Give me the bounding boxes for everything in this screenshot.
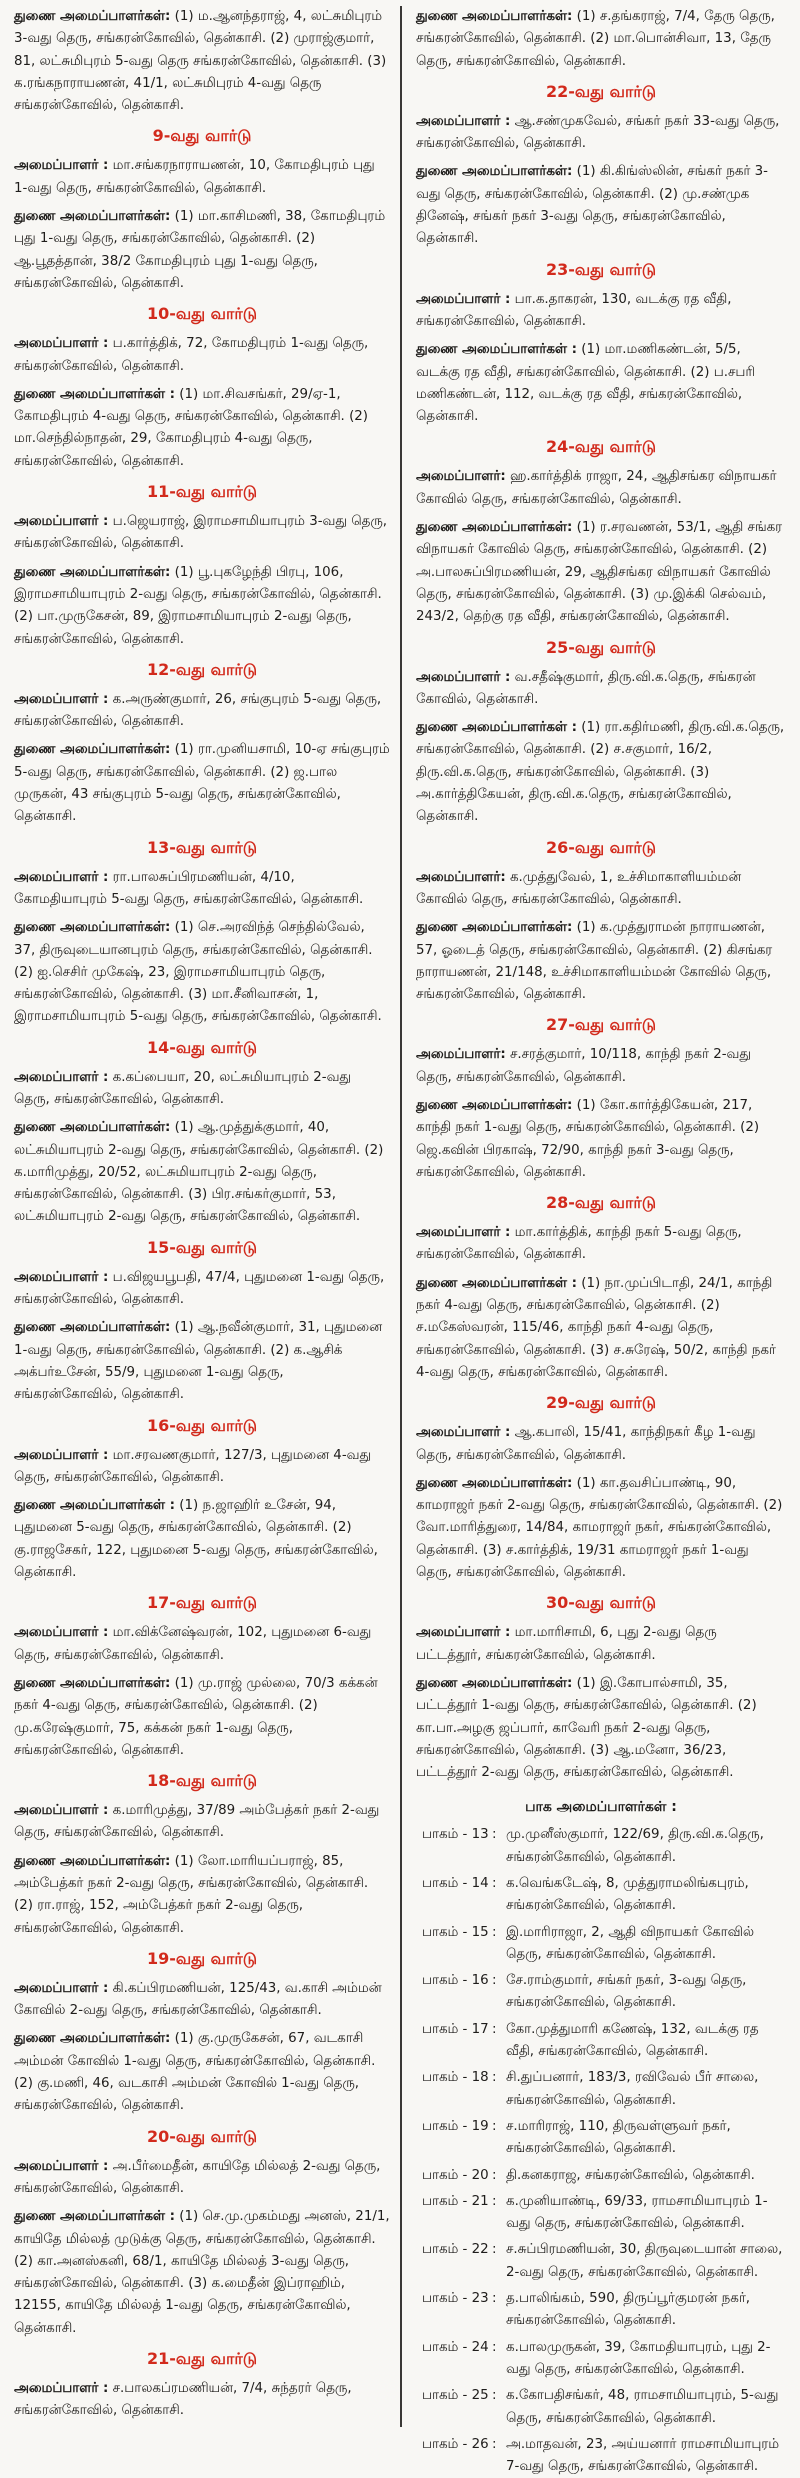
member-entry	[416, 517, 786, 628]
role-label: துணை அமைப்பாளர்கள்:	[14, 1853, 171, 1869]
role-label: அமைப்பாளர் :	[14, 869, 109, 885]
member-entry	[14, 689, 390, 734]
member-entry	[416, 1273, 786, 1384]
bagam-row	[416, 2191, 786, 2236]
ward-heading: 26-வது வார்டு	[546, 837, 656, 857]
ward-heading: 30-வது வார்டு	[546, 1593, 656, 1613]
role-label: அமைப்பாளர் :	[416, 113, 511, 129]
member-entry	[14, 384, 390, 473]
role-label: அமைப்பாளர் :	[416, 1425, 511, 1441]
ward-heading: 12-வது வார்டு	[147, 659, 257, 679]
member-entry	[14, 2028, 390, 2117]
member-details: (1) இ.கோபால்சாமி, 35, பட்டத்தூர் 1-வது தெரு, சங்கரன்கோவில், தென்காசி. (2) கா.பா.அழகு ஜப்பார், காவேரி நகர் 2-வது தெரு, சங்கரன்கோவில், தென்காசி. (3) ஆ.மனோ, 36/23, பட்டத்தூர் 2-வது தெரு, சங்கரன்கோவில், தென்காசி.	[416, 1675, 757, 1781]
bagam-separator: :	[492, 2339, 497, 2355]
bagam-details: த.பாலிங்கம், 590, திருப்பூர்குமரன் நகர், சங்கரன்கோவில், தென்காசி.	[506, 2291, 751, 2329]
member-details: க.மாரிமுத்து, 37/89 அம்பேத்கர் நகர் 2-வது தெரு, சங்கரன்கோவில், தென்காசி.	[14, 1803, 380, 1841]
role-label: துணை அமைப்பாளர்கள்:	[416, 920, 573, 936]
ward-heading: 25-வது வார்டு	[546, 637, 656, 657]
bagam-separator: :	[492, 2436, 497, 2452]
role-label: அமைப்பாளர் :	[416, 669, 511, 685]
member-entry	[416, 1473, 786, 1584]
role-label: அமைப்பாளர் :	[14, 1803, 109, 1819]
role-label: துணை அமைப்பாளர்கள்:	[416, 9, 573, 24]
member-entry	[416, 1095, 786, 1184]
bagam-number: பாகம் - 17	[422, 2021, 489, 2037]
role-label: அமைப்பாளர் :	[416, 1625, 511, 1641]
member-entry	[14, 6, 390, 117]
bagam-number: பாகம் - 23	[422, 2291, 489, 2307]
bagam-details: சே.ராம்குமார், சங்கர் நகர், 3-வது தெரு, சங்கரன்கோவில், தென்காசி.	[506, 1973, 747, 2011]
bagam-separator: :	[492, 2021, 497, 2037]
member-details: ரா.பாலசுப்பிரமணியன், 4/10, கோமதியாபுரம் 5-வது தெரு, சங்கரன்கோவில், தென்காசி.	[14, 869, 364, 907]
member-details: மா.சங்கரநாராயணன், 10, கோமதிபுரம் புது 1-வது தெரு, சங்கரன்கோவில், தென்காசி.	[14, 158, 375, 196]
bagam-separator: :	[492, 2388, 497, 2404]
bagam-row	[416, 1970, 786, 2015]
role-label: அமைப்பாளர் :	[416, 291, 511, 307]
bagam-number: பாகம் - 18	[422, 2070, 489, 2086]
bagam-section-title: பாக அமைப்பாளர்கள் :	[525, 1799, 677, 1816]
member-details: கி.கப்பிரமணியன், 125/43, வ.காசி அம்மன் கோவில் 2-வது தெரு, சங்கரன்கோவில், தென்காசி.	[14, 1980, 382, 2019]
member-details: (1) லோ.மாரியப்பராஜ், 85, அம்பேத்கர் நகர் 2-வது தெரு, சங்கரன்கோவில், தென்காசி. (2) ரா.ராஜ், 152, அம்பேத்கர் நகர் 2-வது தெரு, சங்கரன்கோவில், தென்காசி.	[14, 1853, 369, 1936]
bagam-row	[416, 2165, 786, 2187]
member-entry	[416, 867, 786, 912]
member-entry	[14, 1673, 390, 1762]
ward-heading: 17-வது வார்டு	[147, 1593, 257, 1613]
role-label: அமைப்பாளர் :	[14, 2158, 109, 2174]
member-details: (1) கு.முருகேசன், 67, வடகாசி அம்மன் கோவில் 1-வது தெரு, சங்கரன்கோவில், தென்காசி. (2) கு.மணி, 46, வடகாசி அம்மன் கோவில் 1-வது தெரு, சங்கரன்கோவில், தென்காசி.	[14, 2031, 376, 2114]
role-label: துணை அமைப்பாளர்கள்:	[14, 2031, 171, 2047]
bagam-separator: :	[492, 2242, 497, 2258]
right-column	[402, 6, 786, 2475]
role-label: துணை அமைப்பாளர்கள்:	[416, 520, 573, 536]
ward-heading: 21-வது வார்டு	[147, 2349, 257, 2369]
role-label: துணை அமைப்பாளர்கள் :	[416, 342, 577, 358]
member-details: ப.ஜெயராஜ், இராமசாமியாபுரம் 3-வது தெரு, சங்கரன்கோவில், தென்காசி.	[14, 514, 388, 552]
ward-heading: 24-வது வார்டு	[546, 437, 656, 457]
member-entry	[14, 562, 390, 651]
member-details: ஹ.கார்த்திக் ராஜா, 24, ஆதிசங்கர விநாயகர் கோவில் தெரு, சங்கரன்கோவில், தென்காசி.	[416, 469, 777, 507]
role-label: துணை அமைப்பாளர்கள்:	[14, 920, 171, 936]
member-entry	[416, 1222, 786, 1267]
bagam-number: பாகம் - 16	[422, 1973, 489, 1989]
role-label: துணை அமைப்பாளர்கள் :	[14, 386, 175, 402]
role-label: துணை அமைப்பாளர்கள்:	[416, 164, 573, 180]
bagam-details: அ.மாதவன், 23, அய்யனார் ராமசாமியாபுரம் 7-வது தெரு, சங்கரன்கோவில், தென்காசி.	[506, 2436, 779, 2475]
ward-heading: 15-வது வார்டு	[147, 1237, 257, 1257]
bagam-row	[416, 1873, 786, 1918]
role-label: துணை அமைப்பாளர்கள்:	[416, 1097, 573, 1113]
role-label: துணை அமைப்பாளர்கள்:	[14, 209, 171, 225]
member-details: (1) ஆ.முத்துக்குமார், 40, லட்சுமியாபுரம் 2-வது தெரு, சங்கரன்கோவில், தென்காசி. (2) க.மாரிமுத்து, 20/52, லட்சுமியாபுரம் 2-வது தெரு, சங்கரன்கோவில், தென்காசி. (3) பிர.சங்கர்குமார், 53, லட்சுமியாபுரம் 2-வது தெரு, சங்கரன்கோவில், தென்காசி.	[14, 1120, 384, 1225]
role-label: துணை அமைப்பாளர்கள்:	[14, 9, 171, 24]
role-label: துணை அமைப்பாளர்கள்:	[14, 1675, 171, 1691]
ward-heading: 28-வது வார்டு	[546, 1193, 656, 1213]
role-label: துணை அமைப்பாளர்கள்:	[416, 1475, 573, 1491]
member-entry	[416, 667, 786, 712]
member-details: க.கப்பையா, 20, லட்சுமியாபுரம் 2-வது தெரு, சங்கரன்கோவில், தென்காசி.	[14, 1069, 352, 1107]
role-label: துணை அமைப்பாளர்கள் :	[14, 1498, 175, 1514]
ward-heading: 18-வது வார்டு	[147, 1771, 257, 1791]
member-entry	[14, 739, 390, 828]
member-entry	[14, 1267, 390, 1312]
bagam-separator: :	[492, 2070, 497, 2086]
member-entry	[416, 1422, 786, 1467]
bagam-separator: :	[492, 1973, 497, 1989]
ward-heading: 19-வது வார்டு	[147, 1948, 257, 1968]
bagam-number: பாகம் - 13	[422, 1827, 489, 1843]
role-label: துணை அமைப்பாளர்கள்:	[14, 1320, 171, 1336]
member-entry	[14, 1067, 390, 1112]
member-details: ப.கார்த்திக், 72, கோமதிபுரம் 1-வது தெரு, சங்கரன்கோவில், தென்காசி.	[14, 336, 369, 374]
role-label: துணை அமைப்பாளர்கள்:	[14, 742, 171, 758]
ward-heading: 27-வது வார்டு	[546, 1015, 656, 1035]
member-entry	[14, 1851, 390, 1940]
role-label: அமைப்பாளர் :	[14, 1269, 109, 1285]
bagam-row	[416, 2288, 786, 2333]
bagam-details: சி.துப்பனார், 183/3, ரவிவேல் பீர் சாலை, சங்கரன்கோவில், தென்காசி.	[506, 2070, 759, 2108]
member-entry	[416, 6, 786, 73]
member-entry	[416, 161, 786, 250]
member-entry	[416, 1673, 786, 1784]
member-details: பா.க.தாகரன், 130, வடக்கு ரத வீதி, சங்கரன்கோவில், தென்காசி.	[416, 291, 732, 329]
member-entry	[14, 1495, 390, 1584]
role-label: அமைப்பாளர் :	[14, 691, 109, 707]
member-details: மா.மாரிசாமி, 6, புது 2-வது தெரு பட்டத்தூர், சங்கரன்கோவில், தென்காசி.	[416, 1625, 717, 1663]
role-label: அமைப்பாளர் :	[14, 2381, 109, 2397]
member-details: ச.பாலகப்ரமணியன், 7/4, சுந்தரர் தெரு, சங்கரன்கோவில், தென்காசி.	[14, 2381, 352, 2419]
bagam-details: க.பாலமுருகன், 39, கோமதியாபுரம், புது 2-வது தெரு, சங்கரன்கோவில், தென்காசி.	[506, 2339, 771, 2377]
member-details: (1) செ.அரவிந்த் செந்தில்வேல், 37, திருவுடையானபுரம் தெரு, சங்கரன்கோவில், தென்காசி. (2) ஐ.செசிர் முகேஷ், 23, இராமசாமியாபுரம் தெரு, சங்கரன்கோவில், தென்காசி. (3) மா.சீனிவாசன், 1, இராமசாமியாபுரம் 5-வது தெரு, சங்கரன்கோவில், தென்காசி.	[14, 920, 382, 1025]
member-details: (1) ரா.முனியசாமி, 10-ஏ சங்குபுரம் 5-வது தெரு, சங்கரன்கோவில், தென்காசி. (2) ஜ.பால முருகன், 43 சங்குபுரம் 5-வது தெரு, சங்கரன்கோவில், தென்காசி.	[14, 742, 390, 825]
role-label: துணை அமைப்பாளர்கள்:	[14, 1120, 171, 1136]
role-label: துணை அமைப்பாளர்கள்:	[416, 1675, 573, 1691]
bagam-number: பாகம் - 21	[422, 2193, 489, 2209]
member-entry	[14, 1445, 390, 1490]
member-entry	[14, 1117, 390, 1228]
member-details: அ.பீர்மைதீன், காயிதே மில்லத் 2-வது தெரு, சங்கரன்கோவில், தென்காசி.	[14, 2158, 381, 2196]
role-label: அமைப்பாளர் :	[14, 336, 109, 352]
ward-heading: 9-வது வார்டு	[152, 126, 252, 146]
member-entry	[416, 466, 786, 511]
member-entry	[14, 206, 390, 295]
member-details: ஆ.சண்முகவேல், சங்கர் நகர் 33-வது தெரு, சங்கரன்கோவில், தென்காசி.	[416, 113, 780, 152]
member-entry	[14, 867, 390, 912]
member-details: க.முத்துவேல், 1, உச்சிமாகாளியம்மன் கோவில் தெரு, சங்கரன்கோவில், தென்காசி.	[416, 869, 742, 907]
bagam-separator: :	[492, 2118, 497, 2134]
bagam-row	[416, 1922, 786, 1967]
bagam-row	[416, 2239, 786, 2284]
member-details: (1) செ.மு.முகம்மது அனஸ், 21/1, காயிதே மில்லத் முடுக்கு தெரு, சங்கரன்கோவில், தென்காசி. (2) கா.அனஸ்கனி, 68/1, காயிதே மில்லத் 3-வது தெரு, சங்கரன்கோவில், தென்காசி. (3) க.மைதீன் இப்ராஹிம், 12155, காயிதே மில்லத் 1-வது தெரு, சங்கரன்கோவில், தென்காசி.	[14, 2209, 390, 2336]
ward-heading: 22-வது வார்டு	[546, 81, 656, 101]
bagam-details: தி.கனகராஜ, சங்கரன்கோவில், தென்காசி.	[506, 2167, 755, 2183]
member-entry	[416, 111, 786, 156]
bagam-details: கோ.முத்துமாரி கணேஷ், 132, வடக்கு ரத வீதி, சங்கரன்கோவில், தென்காசி.	[506, 2021, 759, 2060]
member-entry	[416, 1622, 786, 1667]
member-details: (1) க.முத்துராமன் நாராயணன், 57, ஓடைத் தெரு, சங்கரன்கோவில், தென்காசி. (2) கிசங்கர நாராயணன், 21/148, உச்சிமாகாளியம்மன் கோவில் தெரு, சங்கரன்கோவில், தென்காசி.	[416, 920, 773, 1003]
ward-heading: 10-வது வார்டு	[147, 304, 257, 324]
role-label: துணை அமைப்பாளர்கள் :	[416, 720, 577, 736]
bagam-details: க.முனியாண்டி, 69/33, ராமசாமியாபுரம் 1-வது தெரு, சங்கரன்கோவில், தென்காசி.	[506, 2193, 768, 2232]
member-entry	[14, 2378, 390, 2423]
member-details: (1) மா.காசிமணி, 38, கோமதிபுரம் புது 1-வது தெரு, சங்கரன்கோவில், தென்காசி. (2) ஆ.பூதத்தான், 38/2 கோமதிபுரம் புது 1-வது தெரு, சங்கரன்கோவில், தென்காசி.	[14, 209, 386, 291]
member-details: க.அருண்குமார், 26, சங்குபுரம் 5-வது தெரு, சங்கரன்கோவில், தென்காசி.	[14, 691, 382, 730]
role-label: அமைப்பாளர் :	[14, 1069, 109, 1085]
role-label: அமைப்பாளர்:	[416, 869, 506, 885]
bagam-details: க.வெங்கடேஷ், 8, முத்துராமலிங்கபுரம், சங்கரன்கோவில், தென்காசி.	[506, 1876, 749, 1914]
role-label: அமைப்பாளர் :	[14, 1980, 109, 1996]
member-details: (1) நா.முப்பிடாதி, 24/1, காந்தி நகர் 4-வது தெரு, சங்கரன்கோவில், தென்காசி. (2) ச.மகேஸ்வரன், 115/46, காந்தி நகர் 4-வது தெரு, சங்கரன்கோவில், தென்காசி. (3) ச.சுரேஷ், 50/2, காந்தி நகர் 4-வது தெரு, சங்கரன்கோவில், தென்காசி.	[416, 1275, 776, 1380]
ward-heading: 14-வது வார்டு	[147, 1037, 257, 1057]
member-details: (1) பூ.புகழேந்தி பிரபு, 106, இராமசாமியாபுரம் 2-வது தெரு, சங்கரன்கோவில், தென்காசி. (2) பா.முருகேசன், 89, இராமசாமியாபுரம் 2-வது தெரு, சங்கரன்கோவில், தென்காசி.	[14, 564, 382, 647]
bagam-separator: :	[492, 1827, 497, 1843]
bagam-details: ச.மாரிராஜ், 110, திருவள்ளுவர் நகர், சங்கரன்கோவில், தென்காசி.	[506, 2118, 731, 2157]
member-details: மா.விக்னேஷ்வரன், 102, புதுமனை 6-வது தெரு, சங்கரன்கோவில், தென்காசி.	[14, 1625, 372, 1663]
member-entry	[14, 1800, 390, 1845]
member-details: (1) ர.சரவணன், 53/1, ஆதி சங்கர விநாயகர் கோவில் தெரு, சங்கரன்கோவில், தென்காசி. (2) அ.பாலசுப்பிரமணியன், 29, ஆதிசங்கர விநாயகர் கோவில் தெரு, சங்கரன்கோவில், தென்காசி. (3) மு.இக்கி செல்வம், 243/2, தெற்கு ரத வீதி, சங்கரன்கோவில், தென்காசி.	[416, 520, 783, 625]
bagam-number: பாகம் - 24	[422, 2339, 489, 2355]
member-details: மா.சரவணகுமார், 127/3, புதுமனை 4-வது தெரு, சங்கரன்கோவில், தென்காசி.	[14, 1447, 372, 1485]
bagam-row	[416, 2434, 786, 2478]
member-details: (1) ம.ஆனந்தராஜ், 4, லட்சுமிபுரம் 3-வது தெரு, சங்கரன்கோவில், தென்காசி. (2) முராஜ்குமார், 81, லட்சுமிபுரம் 5-வது தெரு சங்கரன்கோவில், தென்காசி. (3) க.ரங்கநாராயணன், 41/1, லட்சுமிபுரம் 4-வது தெரு சங்கரன்கோவில், தென்காசி.	[14, 9, 387, 114]
member-details: ஆ.கபாலி, 15/41, காந்திநகர் கீழ 1-வது தெரு, சங்கரன்கோவில், தென்காசி.	[416, 1425, 756, 1463]
ward-heading: 11-வது வார்டு	[147, 482, 257, 502]
role-label: அமைப்பாளர் :	[14, 1447, 109, 1463]
member-details: (1) கி.கிங்ஸ்லின், சங்கர் நகர் 3-வது தெரு, சங்கரன்கோவில், தென்காசி. (2) மு.சண்முக தினேஷ், சங்கர் நகர் 3-வது தெரு, சங்கரன்கோவில், தென்காசி.	[416, 164, 768, 247]
member-entry	[14, 2156, 390, 2201]
member-entry	[14, 333, 390, 378]
role-label: அமைப்பாளர் :	[14, 158, 109, 174]
role-label: அமைப்பாளர்:	[416, 469, 506, 485]
member-entry	[416, 289, 786, 334]
role-label: துணை அமைப்பாளர்கள்:	[14, 564, 171, 580]
bagam-details: க.கோபதிசங்கர், 48, ராமசாமியாபுரம், 5-வது தெரு, சங்கரன்கோவில், தென்காசி.	[506, 2388, 779, 2426]
member-entry	[14, 2206, 390, 2340]
member-details: (1) ச.தங்கராஜ், 7/4, தேரு தெரு, சங்கரன்கோவில், தென்காசி. (2) மா.பொன்சிவா, 13, தேரு தெரு, சங்கரன்கோவில், தென்காசி.	[416, 9, 775, 69]
member-details: (1) ந.ஜாஹிர் உசேன், 94, புதுமனை 5-வது தெரு, சங்கரன்கோவில், தென்காசி. (2) கு.ராஜசேகர், 122, புதுமனை 5-வது தெரு, சங்கரன்கோவில், தென்காசி.	[14, 1498, 378, 1581]
member-details: (1) மு.ராஜ் முல்லை, 70/3 கக்கன் நகர் 4-வது தெரு, சங்கரன்கோவில், தென்காசி. (2) மு.கரேஷ்குமார், 75, கக்கன் நகர் 1-வது தெரு, சங்கரன்கோவில், தென்காசி.	[14, 1675, 378, 1758]
ward-heading: 29-வது வார்டு	[546, 1393, 656, 1413]
ward-heading: 23-வது வார்டு	[546, 259, 656, 279]
role-label: அமைப்பாளர் :	[416, 1225, 511, 1241]
role-label: அமைப்பாளர்:	[416, 1047, 506, 1063]
bagam-row	[416, 2337, 786, 2382]
ward-heading: 16-வது வார்டு	[147, 1415, 257, 1435]
bagam-number: பாகம் - 22	[422, 2242, 489, 2258]
member-entry	[14, 917, 390, 1028]
bagam-number: பாகம் - 15	[422, 1924, 489, 1940]
bagam-separator: :	[492, 2193, 497, 2209]
member-details: (1) கா.தவசிப்பாண்டி, 90, காமராஜர் நகர் 2-வது தெரு, சங்கரன்கோவில், தென்காசி. (2) வோ.மாரித்துரை, 14/84, காமராஜர் நகர், சங்கரன்கோவில், தென்காசி. (3) ச.கார்த்திக், 19/31 காமராஜர் நகர் 1-வது தெரு, சங்கரன்கோவில், தென்காசி.	[416, 1475, 783, 1581]
member-details: ப.விஜயபூபதி, 47/4, புதுமனை 1-வது தெரு, சங்கரன்கோவில், தென்காசி.	[14, 1269, 385, 1308]
bagam-row	[416, 1824, 786, 1869]
ward-heading: 20-வது வார்டு	[147, 2126, 257, 2146]
bagam-details: மு.முனீஸ்குமார், 122/69, திரு.வி.க.தெரு, சங்கரன்கோவில், தென்காசி.	[506, 1827, 764, 1865]
member-details: வ.சதீஷ்குமார், திரு.வி.க.தெரு, சங்கரன் கோவில், தென்காசி.	[416, 669, 756, 707]
member-entry	[416, 917, 786, 1006]
bagam-separator: :	[492, 1924, 497, 1940]
ward-heading: 13-வது வார்டு	[147, 837, 257, 857]
bagam-row	[416, 2019, 786, 2064]
bagam-separator: :	[492, 1876, 497, 1891]
bagam-separator: :	[492, 2291, 497, 2307]
member-entry	[14, 1978, 390, 2023]
left-column	[14, 6, 400, 2427]
role-label: துணை அமைப்பாளர்கள் :	[14, 2209, 175, 2225]
member-entry	[416, 339, 786, 428]
bagam-number: பாகம் - 19	[422, 2118, 489, 2134]
member-entry	[14, 511, 390, 556]
role-label: துணை அமைப்பாளர்கள் :	[416, 1275, 577, 1291]
role-label: அமைப்பாளர் :	[14, 514, 109, 530]
member-details: ச.சரத்குமார், 10/118, காந்தி நகர் 2-வது தெரு, சங்கரன்கோவில், தென்காசி.	[416, 1047, 751, 1085]
bagam-number: பாகம் - 26	[422, 2436, 489, 2452]
member-details: (1) மா.மணிகண்டன், 5/5, வடக்கு ரத வீதி, சங்கரன்கோவில், தென்காசி. (2) ப.சபரி மணிகண்டன், 112, வடக்கு ரத வீதி, சங்கரன்கோவில், தென்காசி.	[416, 342, 756, 425]
bagam-number: பாகம் - 14	[422, 1876, 489, 1891]
bagam-details: இ.மாரிராஜா, 2, ஆதி விநாயகர் கோவில் தெரு, சங்கரன்கோவில், தென்காசி.	[506, 1924, 755, 1962]
member-details: (1) கோ.கார்த்திகேயன், 217, காந்தி நகர் 1-வது தெரு, சங்கரன்கோவில், தென்காசி. (2) ஜெ.கவின் பிரகாஷ், 72/90, காந்தி நகர் 3-வது தெரு, சங்கரன்கோவில், தென்காசி.	[416, 1097, 760, 1180]
member-details: மா.கார்த்திக், காந்தி நகர் 5-வது தெரு, சங்கரன்கோவில், தென்காசி.	[416, 1225, 742, 1263]
member-details: (1) மா.சிவசங்கர், 29/ஏ-1, கோமதிபுரம் 4-வது தெரு, சங்கரன்கோவில், தென்காசி. (2) மா.செந்தில்நாதன், 29, கோமதிபுரம் 4-வது தெரு, சங்கரன்கோவில், தென்காசி.	[14, 386, 369, 469]
member-details: (1) ஆ.நவீன்குமார், 31, புதுமனை 1-வது தெரு, சங்கரன்கோவில், தென்காசி. (2) க.ஆசிக் அக்பர்உசேன், 55/9, புதுமனை 1-வது தெரு, சங்கரன்கோவில், தென்காசி.	[14, 1320, 383, 1403]
member-entry	[14, 1622, 390, 1667]
bagam-row	[416, 2067, 786, 2112]
member-entry	[14, 1317, 390, 1406]
role-label: அமைப்பாளர் :	[14, 1625, 109, 1641]
bagam-separator: :	[492, 2167, 497, 2183]
member-details: (1) ரா.கதிர்மணி, திரு.வி.க.தெரு, சங்கரன்கோவில், தென்காசி. (2) ச.சகுமார், 16/2, திரு.வி.க.தெரு, சங்கரன்கோவில், தென்காசி. (3) அ.கார்த்திகேயன், திரு.வி.க.தெரு, சங்கரன்கோவில், தென்காசி.	[416, 720, 785, 825]
bagam-number: பாகம் - 20	[422, 2167, 489, 2183]
member-entry	[14, 155, 390, 200]
member-entry	[416, 1044, 786, 1089]
bagam-row	[416, 2116, 786, 2161]
bagam-row	[416, 2385, 786, 2430]
bagam-details: ச.சுப்பிரமணியன், 30, திருவுடையான் சாலை, 2-வது தெரு, சங்கரன்கோவில், தென்காசி.	[506, 2242, 783, 2280]
member-entry	[416, 717, 786, 828]
bagam-number: பாகம் - 25	[422, 2388, 489, 2404]
